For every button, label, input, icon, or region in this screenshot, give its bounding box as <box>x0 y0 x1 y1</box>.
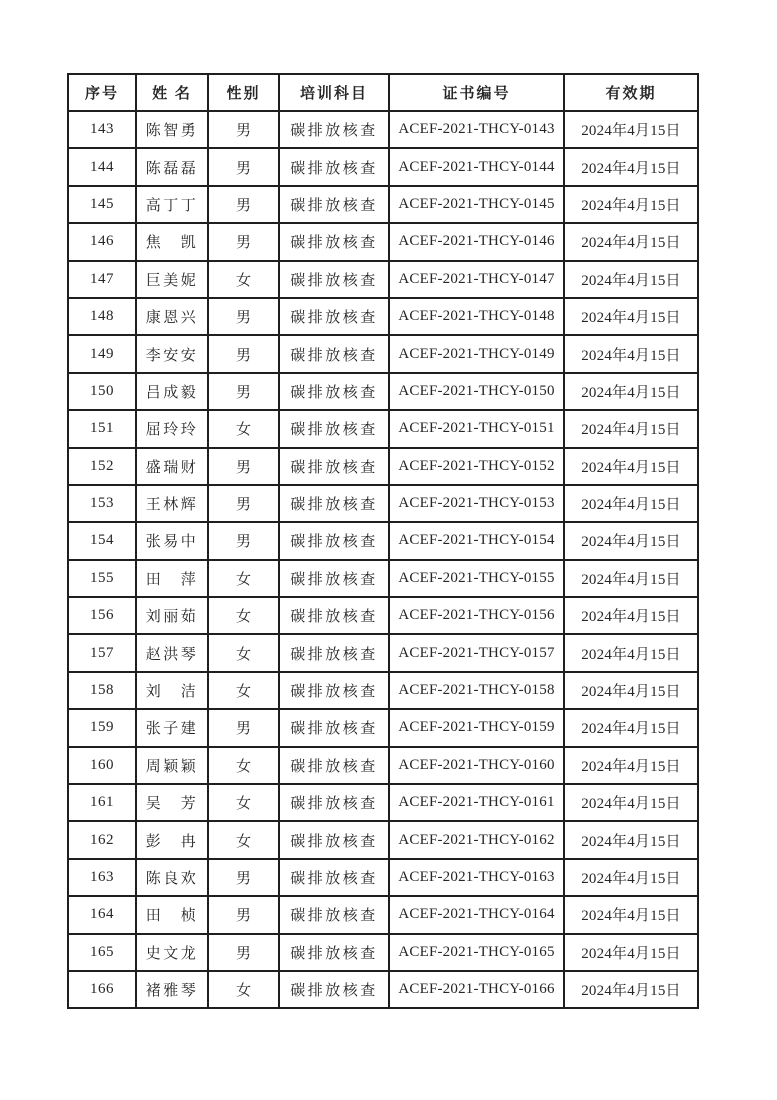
col-header-gender: 性别 <box>208 74 279 111</box>
table-row <box>68 747 698 784</box>
certificate-table-container <box>67 73 697 1009</box>
cell-subject: 碳排放核查 <box>279 223 389 260</box>
table-row <box>68 448 698 485</box>
cell-no: 145 <box>68 186 136 223</box>
cell-subject: 碳排放核查 <box>279 672 389 709</box>
table-row <box>68 373 698 410</box>
cell-gender: 男 <box>208 859 279 896</box>
cell-subject: 碳排放核查 <box>279 634 389 671</box>
table-row <box>68 896 698 933</box>
cell-no: 148 <box>68 298 136 335</box>
cell-name: 康恩兴 <box>136 298 208 335</box>
table-row <box>68 186 698 223</box>
cell-subject: 碳排放核查 <box>279 298 389 335</box>
cell-cert: ACEF-2021-THCY-0143 <box>389 111 564 148</box>
cell-subject: 碳排放核查 <box>279 784 389 821</box>
cell-cert: ACEF-2021-THCY-0154 <box>389 522 564 559</box>
cell-no: 159 <box>68 709 136 746</box>
cell-subject: 碳排放核查 <box>279 448 389 485</box>
cell-subject: 碳排放核查 <box>279 971 389 1008</box>
cell-validity: 2024年4月15日 <box>564 560 698 597</box>
cell-validity: 2024年4月15日 <box>564 448 698 485</box>
cell-subject: 碳排放核查 <box>279 934 389 971</box>
cell-validity: 2024年4月15日 <box>564 784 698 821</box>
cell-gender: 男 <box>208 223 279 260</box>
cell-gender: 男 <box>208 111 279 148</box>
cell-gender: 女 <box>208 634 279 671</box>
cell-gender: 男 <box>208 709 279 746</box>
cell-cert: ACEF-2021-THCY-0164 <box>389 896 564 933</box>
table-row <box>68 784 698 821</box>
cell-name: 陈良欢 <box>136 859 208 896</box>
table-row <box>68 335 698 372</box>
cell-no: 166 <box>68 971 136 1008</box>
cell-subject: 碳排放核查 <box>279 410 389 447</box>
cell-subject: 碳排放核查 <box>279 485 389 522</box>
table-row <box>68 560 698 597</box>
cell-gender: 女 <box>208 784 279 821</box>
cell-subject: 碳排放核查 <box>279 111 389 148</box>
cell-subject: 碳排放核查 <box>279 373 389 410</box>
cell-name: 张易中 <box>136 522 208 559</box>
col-header-subject: 培训科目 <box>279 74 389 111</box>
cell-subject: 碳排放核查 <box>279 747 389 784</box>
table-row <box>68 971 698 1008</box>
col-header-serial-no: 序号 <box>68 74 136 111</box>
cell-cert: ACEF-2021-THCY-0152 <box>389 448 564 485</box>
certificate-table <box>67 73 699 1009</box>
cell-no: 144 <box>68 148 136 185</box>
cell-no: 160 <box>68 747 136 784</box>
cell-no: 164 <box>68 896 136 933</box>
table-row <box>68 597 698 634</box>
cell-validity: 2024年4月15日 <box>564 747 698 784</box>
cell-validity: 2024年4月15日 <box>564 522 698 559</box>
cell-name: 彭 冉 <box>136 821 208 858</box>
cell-no: 158 <box>68 672 136 709</box>
cell-cert: ACEF-2021-THCY-0165 <box>389 934 564 971</box>
cell-validity: 2024年4月15日 <box>564 971 698 1008</box>
cell-name: 史文龙 <box>136 934 208 971</box>
cell-cert: ACEF-2021-THCY-0160 <box>389 747 564 784</box>
cell-subject: 碳排放核查 <box>279 335 389 372</box>
cell-no: 162 <box>68 821 136 858</box>
cell-cert: ACEF-2021-THCY-0150 <box>389 373 564 410</box>
cell-validity: 2024年4月15日 <box>564 896 698 933</box>
table-body <box>68 111 698 1008</box>
cell-name: 赵洪琴 <box>136 634 208 671</box>
table-row <box>68 672 698 709</box>
cell-no: 150 <box>68 373 136 410</box>
cell-name: 巨美妮 <box>136 261 208 298</box>
table-row <box>68 709 698 746</box>
cell-cert: ACEF-2021-THCY-0145 <box>389 186 564 223</box>
cell-no: 157 <box>68 634 136 671</box>
cell-gender: 男 <box>208 335 279 372</box>
table-row <box>68 522 698 559</box>
cell-name: 陈智勇 <box>136 111 208 148</box>
cell-gender: 女 <box>208 821 279 858</box>
cell-cert: ACEF-2021-THCY-0155 <box>389 560 564 597</box>
cell-no: 147 <box>68 261 136 298</box>
cell-validity: 2024年4月15日 <box>564 597 698 634</box>
table-row <box>68 148 698 185</box>
cell-no: 151 <box>68 410 136 447</box>
table-row <box>68 261 698 298</box>
cell-subject: 碳排放核查 <box>279 186 389 223</box>
cell-subject: 碳排放核查 <box>279 859 389 896</box>
cell-validity: 2024年4月15日 <box>564 634 698 671</box>
cell-no: 156 <box>68 597 136 634</box>
cell-name: 焦 凯 <box>136 223 208 260</box>
table-row <box>68 485 698 522</box>
cell-validity: 2024年4月15日 <box>564 859 698 896</box>
cell-cert: ACEF-2021-THCY-0157 <box>389 634 564 671</box>
col-header-cert-number: 证书编号 <box>389 74 564 111</box>
cell-cert: ACEF-2021-THCY-0148 <box>389 298 564 335</box>
cell-name: 吴 芳 <box>136 784 208 821</box>
cell-subject: 碳排放核查 <box>279 709 389 746</box>
cell-subject: 碳排放核查 <box>279 148 389 185</box>
cell-validity: 2024年4月15日 <box>564 111 698 148</box>
cell-gender: 女 <box>208 747 279 784</box>
cell-cert: ACEF-2021-THCY-0166 <box>389 971 564 1008</box>
cell-validity: 2024年4月15日 <box>564 410 698 447</box>
cell-no: 153 <box>68 485 136 522</box>
cell-subject: 碳排放核查 <box>279 821 389 858</box>
cell-gender: 女 <box>208 261 279 298</box>
cell-validity: 2024年4月15日 <box>564 672 698 709</box>
col-header-validity: 有效期 <box>564 74 698 111</box>
cell-gender: 女 <box>208 672 279 709</box>
cell-name: 周颖颖 <box>136 747 208 784</box>
cell-subject: 碳排放核查 <box>279 896 389 933</box>
cell-gender: 男 <box>208 448 279 485</box>
cell-cert: ACEF-2021-THCY-0156 <box>389 597 564 634</box>
cell-validity: 2024年4月15日 <box>564 373 698 410</box>
cell-validity: 2024年4月15日 <box>564 485 698 522</box>
cell-name: 田 萍 <box>136 560 208 597</box>
table-row <box>68 111 698 148</box>
cell-gender: 女 <box>208 597 279 634</box>
cell-gender: 男 <box>208 522 279 559</box>
cell-no: 165 <box>68 934 136 971</box>
cell-no: 163 <box>68 859 136 896</box>
cell-gender: 女 <box>208 560 279 597</box>
table-row <box>68 223 698 260</box>
cell-gender: 男 <box>208 896 279 933</box>
table-row <box>68 821 698 858</box>
cell-no: 149 <box>68 335 136 372</box>
cell-gender: 男 <box>208 148 279 185</box>
cell-gender: 女 <box>208 410 279 447</box>
cell-cert: ACEF-2021-THCY-0146 <box>389 223 564 260</box>
cell-gender: 男 <box>208 934 279 971</box>
cell-validity: 2024年4月15日 <box>564 261 698 298</box>
cell-name: 高丁丁 <box>136 186 208 223</box>
cell-subject: 碳排放核查 <box>279 522 389 559</box>
cell-cert: ACEF-2021-THCY-0163 <box>389 859 564 896</box>
cell-validity: 2024年4月15日 <box>564 335 698 372</box>
cell-name: 李安安 <box>136 335 208 372</box>
cell-validity: 2024年4月15日 <box>564 709 698 746</box>
cell-no: 155 <box>68 560 136 597</box>
table-row <box>68 410 698 447</box>
header-row <box>68 74 698 111</box>
cell-gender: 男 <box>208 373 279 410</box>
cell-cert: ACEF-2021-THCY-0147 <box>389 261 564 298</box>
cell-no: 143 <box>68 111 136 148</box>
cell-subject: 碳排放核查 <box>279 261 389 298</box>
cell-gender: 女 <box>208 971 279 1008</box>
cell-validity: 2024年4月15日 <box>564 186 698 223</box>
table-row <box>68 859 698 896</box>
cell-cert: ACEF-2021-THCY-0153 <box>389 485 564 522</box>
cell-cert: ACEF-2021-THCY-0149 <box>389 335 564 372</box>
cell-validity: 2024年4月15日 <box>564 148 698 185</box>
col-header-name: 姓 名 <box>136 74 208 111</box>
cell-gender: 男 <box>208 298 279 335</box>
cell-cert: ACEF-2021-THCY-0151 <box>389 410 564 447</box>
cell-cert: ACEF-2021-THCY-0162 <box>389 821 564 858</box>
table-row <box>68 298 698 335</box>
table-row <box>68 634 698 671</box>
cell-validity: 2024年4月15日 <box>564 223 698 260</box>
cell-validity: 2024年4月15日 <box>564 298 698 335</box>
cell-subject: 碳排放核查 <box>279 597 389 634</box>
cell-cert: ACEF-2021-THCY-0158 <box>389 672 564 709</box>
cell-cert: ACEF-2021-THCY-0161 <box>389 784 564 821</box>
cell-name: 刘 洁 <box>136 672 208 709</box>
cell-name: 盛瑞财 <box>136 448 208 485</box>
cell-validity: 2024年4月15日 <box>564 934 698 971</box>
cell-name: 褚雅琴 <box>136 971 208 1008</box>
cell-name: 陈磊磊 <box>136 148 208 185</box>
cell-validity: 2024年4月15日 <box>564 821 698 858</box>
cell-cert: ACEF-2021-THCY-0159 <box>389 709 564 746</box>
cell-name: 刘丽茹 <box>136 597 208 634</box>
cell-subject: 碳排放核查 <box>279 560 389 597</box>
cell-name: 王林辉 <box>136 485 208 522</box>
cell-cert: ACEF-2021-THCY-0144 <box>389 148 564 185</box>
table-row <box>68 934 698 971</box>
cell-name: 屈玲玲 <box>136 410 208 447</box>
cell-no: 152 <box>68 448 136 485</box>
cell-name: 张子建 <box>136 709 208 746</box>
cell-no: 146 <box>68 223 136 260</box>
cell-gender: 男 <box>208 186 279 223</box>
cell-name: 田 桢 <box>136 896 208 933</box>
cell-name: 吕成毅 <box>136 373 208 410</box>
cell-no: 161 <box>68 784 136 821</box>
cell-gender: 男 <box>208 485 279 522</box>
cell-no: 154 <box>68 522 136 559</box>
